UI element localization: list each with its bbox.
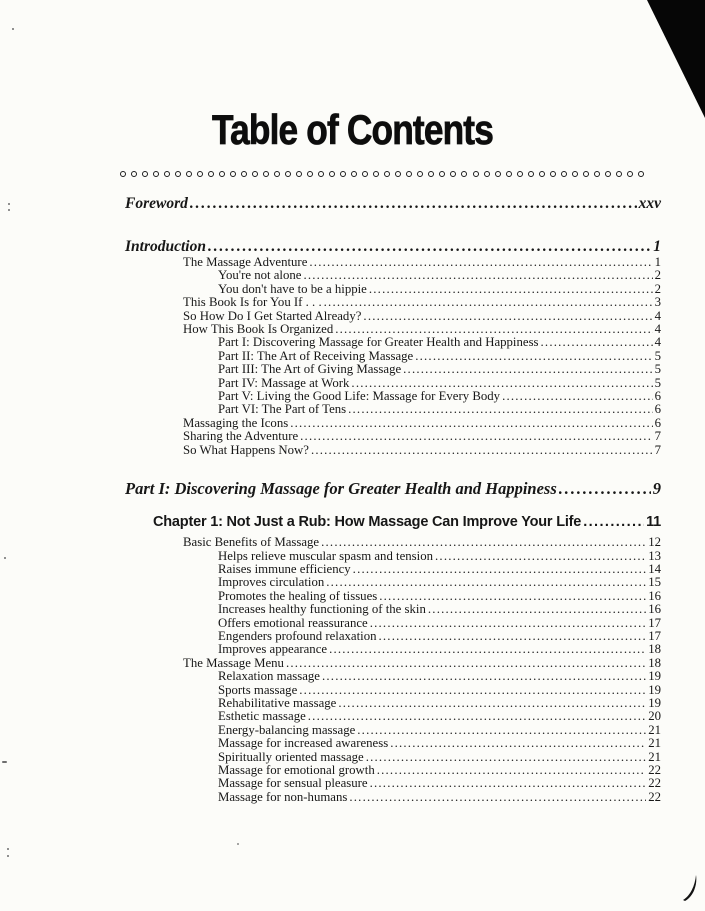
- ornament-circle: [131, 171, 137, 177]
- toc-entry: [125, 256, 661, 269]
- toc-entry-page: 2: [654, 268, 661, 283]
- ornament-circle: [439, 171, 445, 177]
- ornament-row: [120, 170, 644, 178]
- ornament-circle: [274, 171, 280, 177]
- ornament-circle: [417, 171, 423, 177]
- toc-entry-page: 7: [654, 429, 661, 444]
- scan-speck: [237, 843, 239, 845]
- toc-entry: [125, 764, 661, 777]
- toc-entry-page: 15: [648, 575, 661, 590]
- scan-speck: [7, 848, 9, 850]
- ornament-circle: [627, 171, 633, 177]
- toc-entry: [125, 390, 661, 403]
- ornament-circle: [197, 171, 203, 177]
- toc-entry-page: 3: [654, 295, 661, 310]
- toc-entry-label: Basic Benefits of Massage: [183, 535, 320, 550]
- ornament-circle: [373, 171, 379, 177]
- ornament-circle: [219, 171, 225, 177]
- toc-entry-label: Rehabilitative massage: [218, 695, 337, 710]
- dot-leader: [541, 336, 653, 349]
- toc-entry-page: 22: [648, 763, 661, 777]
- dot-leader: [286, 657, 646, 670]
- toc-entry-page: 21: [648, 736, 661, 751]
- toc-entry: [125, 237, 661, 256]
- toc-entry-page: 6: [654, 415, 661, 430]
- ornament-circle: [517, 171, 523, 177]
- toc-entry-page: 9: [652, 479, 661, 499]
- toc-entry-label: Massage for sensual pleasure: [218, 776, 368, 791]
- toc-entry: [125, 310, 661, 323]
- dot-leader: [428, 603, 646, 616]
- ornament-circle: [340, 171, 346, 177]
- ornament-circle: [142, 171, 148, 177]
- toc-entry: [125, 444, 661, 457]
- ornament-circle: [539, 171, 545, 177]
- toc-entry-label: Engenders profound relaxation: [218, 628, 377, 643]
- dot-leader: [415, 350, 652, 363]
- ornament-circle: [572, 171, 578, 177]
- dot-leader: [349, 791, 646, 804]
- ornament-circle: [241, 171, 247, 177]
- toc-entry-label: Part I: Discovering Massage for Greater Health and Happiness: [218, 335, 539, 350]
- toc-entry-page: 16: [648, 588, 661, 603]
- ornament-circle: [450, 171, 456, 177]
- toc-entry-label: Chapter 1: Not Just a Rub: How Massage Can Improve Your Life: [153, 514, 582, 531]
- toc-entry-label: Foreword: [125, 195, 188, 212]
- ornament-circle: [550, 171, 556, 177]
- dot-leader: [321, 536, 646, 549]
- toc-entry: [125, 643, 661, 656]
- dot-leader: [379, 630, 647, 643]
- toc-entry-label: The Massage Menu: [183, 655, 284, 670]
- toc-entry-label: Improves appearance: [218, 642, 328, 657]
- dot-leader: [366, 751, 646, 764]
- toc-entry: [125, 710, 661, 723]
- ornament-circle: [318, 171, 324, 177]
- toc-entry: [125, 363, 661, 376]
- ornament-circle: [461, 171, 467, 177]
- ornament-circle: [616, 171, 622, 177]
- toc-entry: [125, 724, 661, 737]
- toc-entry-page: 19: [648, 669, 661, 684]
- toc-entry: [125, 323, 661, 336]
- toc-entry-label: You're not alone: [218, 268, 302, 283]
- ornament-circle: [263, 171, 269, 177]
- toc-entry-label: Improves circulation: [218, 575, 325, 590]
- toc-entry-label: You don't have to be a hippie: [218, 281, 367, 296]
- toc-entry-page: 5: [654, 348, 661, 363]
- ornament-circle: [561, 171, 567, 177]
- ornament-circle: [186, 171, 192, 177]
- dot-leader: [335, 323, 652, 336]
- toc-entry-page: 13: [648, 548, 661, 563]
- toc-entry: [125, 283, 661, 296]
- dot-leader: [390, 737, 646, 750]
- toc-entry-page: 21: [648, 749, 661, 764]
- toc-entry-label: Helps relieve muscular spasm and tension: [218, 548, 434, 563]
- dot-leader: [403, 363, 652, 376]
- toc-entry-label: Massage for non-humans: [218, 789, 348, 804]
- toc-entry-page: 19: [648, 695, 661, 710]
- toc-entry-page: 18: [648, 642, 661, 657]
- toc-entry: [125, 777, 661, 790]
- scan-speck: [12, 28, 14, 30]
- dot-leader: [308, 710, 646, 723]
- scan-speck: [7, 855, 9, 857]
- toc-entry-label: This Book Is for You If . . .: [183, 295, 322, 310]
- toc-entry-page: 4: [654, 308, 661, 323]
- scan-speck: [2, 761, 7, 763]
- dot-leader: [303, 269, 652, 282]
- ornament-circle: [406, 171, 412, 177]
- toc-entry: [125, 684, 661, 697]
- toc-entry: [125, 513, 661, 531]
- toc-entry-page: 4: [654, 322, 661, 337]
- toc-entry-page: 5: [654, 375, 661, 390]
- toc-entry-label: So How Do I Get Started Already?: [183, 308, 362, 323]
- toc-entry-label: Promotes the healing of tissues: [218, 588, 378, 603]
- toc-entry-label: So What Happens Now?: [183, 442, 309, 457]
- toc-entry-page: 18: [648, 655, 661, 670]
- ornament-circle: [428, 171, 434, 177]
- ornament-circle: [506, 171, 512, 177]
- toc-entry: [125, 617, 661, 630]
- toc-entry-label: Massage for emotional growth: [218, 763, 375, 777]
- dot-leader: [502, 390, 653, 403]
- toc-entry-page: 16: [648, 602, 661, 617]
- ornament-circle: [153, 171, 159, 177]
- dot-leader: [190, 194, 637, 213]
- toc-entry-label: Energy-balancing massage: [218, 722, 356, 737]
- toc-entry: [125, 697, 661, 710]
- scan-corner-fold: [647, 0, 705, 118]
- ornament-circle: [175, 171, 181, 177]
- toc-entry-page: 20: [648, 709, 661, 724]
- dot-leader: [370, 617, 646, 630]
- toc-entry: [125, 791, 661, 804]
- ornament-circle: [384, 171, 390, 177]
- ornament-circle: [285, 171, 291, 177]
- dot-leader: [379, 590, 646, 603]
- ornament-circle: [528, 171, 534, 177]
- dot-leader: [300, 430, 652, 443]
- ornament-circle: [296, 171, 302, 177]
- toc-entry-page: 19: [648, 682, 661, 697]
- toc-entry-label: Massaging the Icons: [183, 415, 289, 430]
- toc-entry-label: Introduction: [125, 238, 206, 255]
- toc-entry-label: Part IV: Massage at Work: [218, 375, 350, 390]
- toc-entry-page: 6: [654, 389, 661, 404]
- toc-entry-page: 2: [654, 281, 661, 296]
- toc-entry-page: 21: [648, 722, 661, 737]
- toc-entry-label: Increases healthy functioning of the skin: [218, 602, 426, 617]
- dot-leader: [309, 256, 652, 269]
- toc-entry: [125, 576, 661, 589]
- toc-entry: [125, 737, 661, 750]
- toc-entry-page: 1: [653, 238, 661, 255]
- toc-entry-label: Part I: Discovering Massage for Greater Health and Happiness: [125, 479, 557, 499]
- ornament-circle: [638, 171, 644, 177]
- ornament-circle: [473, 171, 479, 177]
- toc-entry-label: The Massage Adventure: [183, 255, 308, 269]
- toc-entry-page: 17: [648, 628, 661, 643]
- dot-leader: [363, 310, 652, 323]
- toc-entry-label: How This Book Is Organized: [183, 322, 334, 337]
- dot-leader: [370, 777, 647, 790]
- toc-entry-page: 7: [654, 442, 661, 457]
- toc-entry-page: 4: [654, 335, 661, 350]
- dot-leader: [208, 237, 651, 256]
- ornament-circle: [594, 171, 600, 177]
- dot-leader: [351, 377, 652, 390]
- ornament-circle: [230, 171, 236, 177]
- toc-entry-page: 6: [654, 402, 661, 417]
- toc-entry: [125, 536, 661, 549]
- toc-entry-page: 17: [648, 615, 661, 630]
- scan-speck: [8, 203, 10, 205]
- ornament-circle: [120, 171, 126, 177]
- toc-entry-label: Offers emotional reassurance: [218, 615, 368, 630]
- ornament-circle: [252, 171, 258, 177]
- toc-entry-label: Part III: The Art of Giving Massage: [218, 362, 402, 377]
- toc-entry-page: 22: [648, 789, 661, 804]
- toc-entry: [125, 603, 661, 616]
- toc-entry-page: 11: [646, 514, 661, 531]
- ornament-circle: [583, 171, 589, 177]
- dot-leader: [559, 479, 651, 499]
- dot-leader: [290, 417, 652, 430]
- ornament-circle: [395, 171, 401, 177]
- toc-entry-page: 5: [654, 362, 661, 377]
- toc-entry: [125, 194, 661, 213]
- dot-leader: [311, 444, 653, 457]
- dot-leader: [329, 643, 646, 656]
- toc-entry: [125, 336, 661, 349]
- toc-entry: [125, 350, 661, 363]
- page-curl-artifact: [680, 872, 700, 904]
- toc-entry: [125, 430, 661, 443]
- toc-entry-page: 12: [648, 535, 661, 550]
- ornament-circle: [362, 171, 368, 177]
- toc-entry: [125, 657, 661, 670]
- scan-speck: [8, 209, 10, 211]
- dot-leader: [322, 670, 646, 683]
- ornament-circle: [208, 171, 214, 177]
- toc-entry-label: Part V: Living the Good Life: Massage for Every Body: [218, 389, 501, 404]
- ornament-circle: [329, 171, 335, 177]
- toc-entry-page: 22: [648, 776, 661, 791]
- dot-leader: [583, 513, 644, 531]
- toc-entry: [125, 563, 661, 576]
- toc-entry: [125, 269, 661, 282]
- dot-leader: [338, 697, 646, 710]
- toc-list: [125, 194, 661, 804]
- page-title: Table of Contents: [211, 106, 494, 153]
- toc-entry-label: Spiritually oriented massage: [218, 749, 364, 764]
- dot-leader: [348, 403, 652, 416]
- toc-entry-label: Sports massage: [218, 682, 298, 697]
- toc-entry-label: Esthetic massage: [218, 709, 306, 724]
- toc-entry: [125, 296, 661, 309]
- toc-entry: [125, 751, 661, 764]
- toc-entry: [125, 479, 661, 499]
- toc-entry: [125, 590, 661, 603]
- dot-leader: [369, 283, 653, 296]
- toc-entry: [125, 630, 661, 643]
- dot-leader: [377, 764, 646, 777]
- toc-entry: [125, 670, 661, 683]
- ornament-circle: [484, 171, 490, 177]
- toc-entry-label: Relaxation massage: [218, 669, 320, 684]
- ornament-circle: [495, 171, 501, 177]
- toc-entry-label: Raises immune efficiency: [218, 561, 351, 576]
- dot-leader: [326, 576, 646, 589]
- toc-entry: [125, 417, 661, 430]
- ornament-circle: [307, 171, 313, 177]
- dot-leader: [299, 684, 646, 697]
- toc-entry: [125, 377, 661, 390]
- toc-entry: [125, 550, 661, 563]
- toc-entry-label: Massage for increased awareness: [218, 736, 389, 751]
- toc-entry-page: 1: [654, 255, 661, 269]
- toc-entry-page: xxv: [638, 195, 661, 212]
- ornament-circle: [164, 171, 170, 177]
- dot-leader: [324, 296, 653, 309]
- scan-speck: [4, 557, 6, 559]
- ornament-circle: [605, 171, 611, 177]
- toc-entry-label: Part II: The Art of Receiving Massage: [218, 348, 414, 363]
- dot-leader: [357, 724, 646, 737]
- dot-leader: [353, 563, 647, 576]
- dot-leader: [435, 550, 646, 563]
- toc-entry-label: Part VI: The Part of Tens: [218, 402, 347, 417]
- toc-entry-page: 14: [648, 561, 661, 576]
- ornament-circle: [351, 171, 357, 177]
- toc-entry-label: Sharing the Adventure: [183, 429, 299, 444]
- toc-entry: [125, 403, 661, 416]
